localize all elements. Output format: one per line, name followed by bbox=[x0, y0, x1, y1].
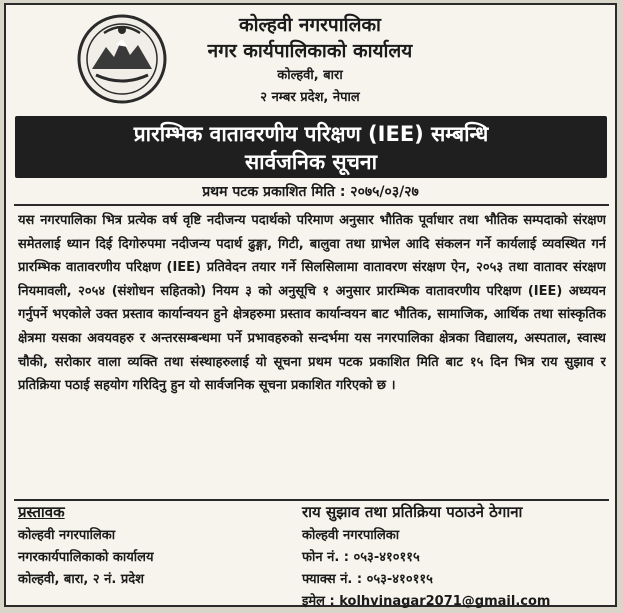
contact-block bbox=[302, 502, 612, 613]
office-location: कोल्हवी, बारा bbox=[277, 68, 343, 83]
proposer-line: कोल्हवी नगरपालिका bbox=[18, 528, 116, 543]
contact-title: राय सुझाव तथा प्रतिक्रिया पठाउने ठेगाना bbox=[302, 503, 523, 521]
office-province: २ नम्बर प्रदेश, नेपाल bbox=[260, 90, 360, 105]
proposer-block bbox=[18, 502, 288, 591]
contact-fax: फ्याक्स नं. : ०५३-४१०११५ bbox=[302, 572, 433, 587]
proposer-title: प्रस्तावक bbox=[18, 503, 65, 521]
proposer-line: कोल्हवी, बारा, २ नं. प्रदेश bbox=[18, 572, 144, 587]
municipality-name: कोल्हवी नगरपालिका bbox=[239, 14, 381, 36]
contact-org: कोल्हवी नगरपालिका bbox=[302, 528, 400, 543]
notice-page bbox=[4, 3, 617, 607]
notice-body: यस नगरपालिका भित्र प्रत्येक वर्ष वृष्टि नदीजन्य पदार्थको परिमाण अनुसार भौतिक पूर्वाधार तथा भौतिक सम्पदाको संरक्षण समेतलाई ध्यान दिई दिगोरुपमा नदीजन्य पदार्थ ढुङ्गा, गिटी, बालुवा तथा ग्राभेल आदि संकलन गर्ने कार्यलाई व्यवस्थित गर्न प्रारम्भिक वातावरणीय परिक्षण (IEE) प्रतिवेदन तयार गर्ने सिलसिलामा वातावरण संरक्षण ऐन, २०५३ तथा वातावर संरक्षण नियमावली, २०५४ (संशोधन सहितको) नियम ३ को अनुसूचि १ अनुसार प्रारम्भिक वातावरणीय परिक्षण (IEE) अध्ययन गर्नुपर्ने भएकोले उक्त प्रस्ताव कार्यान्वयन हुने क्षेत्रहरुमा प्रस्ताव कार्यान्वयन बाट भौतिक, सामाजिक, आर्थिक तथा सांस्कृतिक क्षेत्रमा यसका अवयवहरु र अन्तरसम्बन्धमा पर्ने प्रभावहरुको सन्दर्भमा यस नगरपालिका क्षेत्रका विद्यालय, अस्पताल, स्वास्थ चौकी, सरोकार वाला व्यक्ति तथा संस्थाहरुलाई यो सूचना प्रथम पटक प्रकाशित मिति बाट १५ दिन भित्र राय सुझाव र प्रतिक्रिया पठाई सहयोग गरिदिनु हुन यो सार्वजनिक सूचना प्रकाशित गरिएको छ । bbox=[18, 213, 606, 394]
contact-phone: फोन नं. : ०५३-४१०११५ bbox=[302, 550, 420, 565]
contact-email[interactable]: इमेल : kolhvinagar2071@gmail.com bbox=[302, 594, 551, 609]
proposer-line: नगरकार्यपालिकाको कार्यालय bbox=[18, 550, 154, 565]
notice-title-line1: प्रारम्भिक वातावरणीय परिक्षण (IEE) सम्बन्धि bbox=[133, 122, 489, 146]
divider-top bbox=[14, 204, 609, 206]
notice-title-banner bbox=[15, 116, 607, 178]
divider-bottom bbox=[14, 499, 609, 501]
publish-date: प्रथम पटक प्रकाशित मिति : २०७५/०३/२७ bbox=[202, 184, 419, 200]
office-name: नगर कार्यपालिकाको कार्यालय bbox=[207, 40, 413, 62]
notice-title-line2: सार्वजनिक सूचना bbox=[244, 150, 378, 174]
